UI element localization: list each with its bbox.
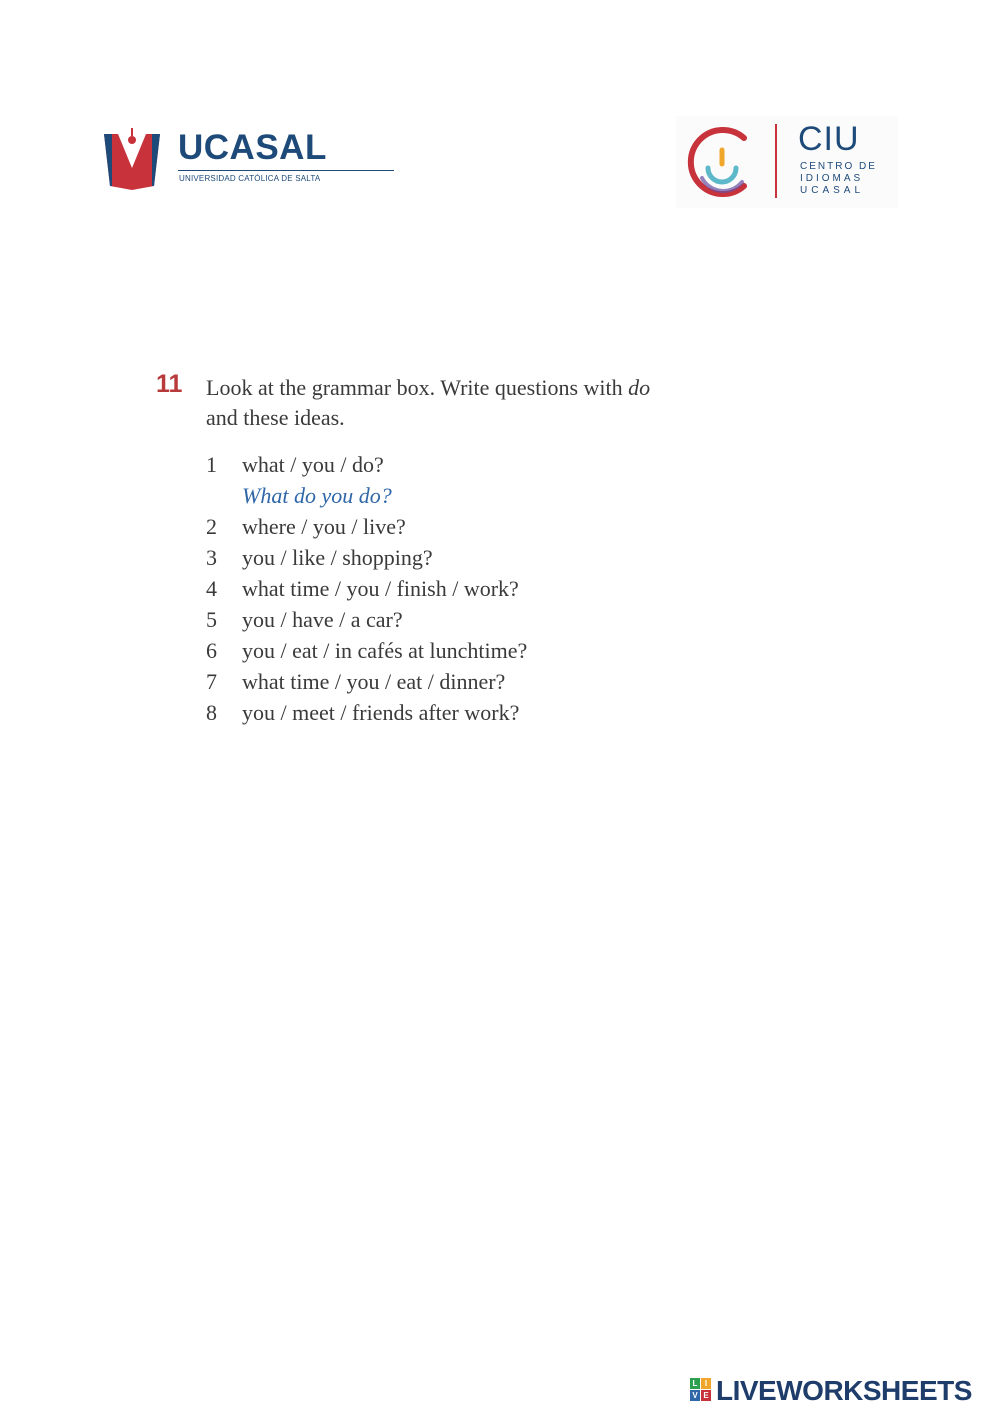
grid-letter: V — [690, 1390, 700, 1401]
ucasal-shield-icon — [104, 128, 160, 190]
ciu-subtitle-line: IDIOMAS — [800, 173, 864, 184]
item-prompt: what / you / do? — [242, 452, 384, 477]
item-number: 1 — [206, 452, 217, 477]
ciu-divider — [775, 124, 777, 198]
example-answer — [206, 481, 766, 512]
item-prompt: what time / you / eat / dinner? — [242, 669, 506, 694]
list-item — [206, 667, 766, 698]
ucasal-subtitle: UNIVERSIDAD CATÓLICA DE SALTA — [179, 174, 321, 183]
ucasal-divider — [178, 170, 394, 171]
list-item — [206, 636, 766, 667]
item-number: 7 — [206, 669, 217, 694]
list-item — [206, 605, 766, 636]
instruction-italic-word: do — [628, 375, 651, 400]
list-item — [206, 574, 766, 605]
ucasal-logo — [104, 126, 334, 192]
liveworksheets-logo[interactable] — [690, 1374, 990, 1408]
instruction-text: Look at the grammar box. Write questions with — [206, 375, 629, 400]
grid-letter: L — [690, 1378, 700, 1389]
ucasal-name: UCASAL — [178, 128, 327, 167]
instruction-text-continued: and these ideas. — [206, 405, 345, 430]
list-item — [206, 543, 766, 574]
ciu-subtitle-line: UCASAL — [800, 185, 865, 196]
ciu-subtitle — [800, 161, 877, 197]
item-prompt: you / have / a car? — [242, 607, 403, 632]
grid-letter: E — [701, 1390, 711, 1401]
ciu-name: CIU — [798, 120, 860, 158]
item-number: 5 — [206, 607, 217, 632]
example-answer-text: What do you do? — [242, 483, 392, 508]
ciu-subtitle-line: CENTRO DE — [800, 161, 877, 172]
liveworksheets-grid-icon — [690, 1378, 712, 1402]
item-prompt: you / meet / friends after work? — [242, 700, 520, 725]
list-item — [206, 698, 766, 729]
item-prompt: what time / you / finish / work? — [242, 576, 519, 601]
ciu-emblem-icon — [682, 124, 762, 200]
exercise-items — [206, 450, 766, 729]
item-prompt: you / like / shopping? — [242, 545, 433, 570]
item-number: 3 — [206, 545, 217, 570]
list-item — [206, 512, 766, 543]
list-item — [206, 450, 766, 481]
item-number: 2 — [206, 514, 217, 539]
item-prompt: where / you / live? — [242, 514, 406, 539]
item-number: 4 — [206, 576, 217, 601]
item-number: 6 — [206, 638, 217, 663]
exercise-number: 11 — [156, 370, 183, 398]
liveworksheets-brand: LIVEWORKSHEETS — [716, 1375, 972, 1406]
ciu-logo — [676, 116, 898, 208]
grid-letter: I — [701, 1378, 711, 1389]
item-number: 8 — [206, 700, 217, 725]
item-prompt: you / eat / in cafés at lunchtime? — [242, 638, 528, 663]
exercise-instruction — [206, 373, 806, 433]
